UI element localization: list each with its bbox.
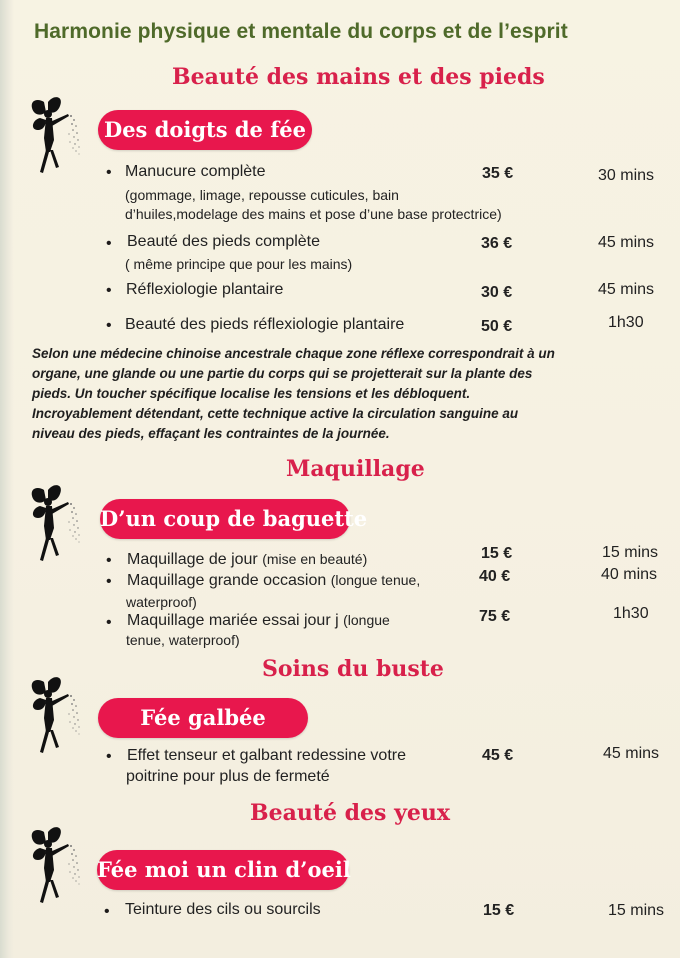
- item-detail: poitrine pour plus de fermeté: [126, 768, 330, 785]
- item-label: Maquillage grande occasion (longue tenue,: [127, 572, 421, 589]
- fairy-icon: [26, 92, 82, 182]
- item-price: 50 €: [481, 318, 513, 335]
- item-duration: 15 mins: [602, 544, 659, 561]
- note-line: niveau des pieds, effaçant les contraintes de la journée.: [32, 426, 390, 441]
- bullet: •: [106, 282, 112, 299]
- bullet: •: [106, 164, 112, 181]
- item-detail: ( même principe que pour les mains): [125, 256, 353, 272]
- pill-coup-de-baguette: D’un coup de baguette: [100, 499, 350, 539]
- section-title-bust: Soins du buste: [262, 656, 444, 682]
- item-price: 30 €: [481, 284, 513, 301]
- item-label: Manucure complète: [125, 163, 266, 180]
- item-duration: 15 mins: [608, 902, 665, 919]
- item-detail: tenue, waterproof): [126, 632, 240, 648]
- item-price: 35 €: [482, 165, 514, 182]
- item-label: Beauté des pieds complète: [127, 233, 321, 250]
- item-duration: 1h30: [608, 314, 644, 331]
- page-header: Harmonie physique et mentale du corps et de l’esprit: [34, 20, 568, 43]
- fairy-icon: [26, 672, 82, 762]
- pill-clin-doeil: Fée moi un clin d’oeil: [97, 850, 349, 890]
- section-title-hands-feet: Beauté des mains et des pieds: [172, 64, 545, 90]
- fairy-icon: [26, 480, 82, 570]
- item-duration: 30 mins: [598, 167, 655, 184]
- item-duration: 40 mins: [601, 566, 658, 583]
- item-price: 15 €: [483, 902, 515, 919]
- item-label: Réflexiologie plantaire: [126, 281, 284, 298]
- item-detail: d’huiles,modelage des mains et pose d’une base protectrice): [125, 206, 502, 222]
- item-detail: waterproof): [126, 594, 197, 610]
- bullet: •: [106, 552, 112, 569]
- note-line: organe, une glande ou une partie du corps qui se projetterait sur la plante des: [32, 366, 533, 381]
- bullet: •: [106, 317, 112, 334]
- item-duration: 1h30: [613, 605, 649, 622]
- note-line: Selon une médecine chinoise ancestrale chaque zone réflexe correspondrait à un: [32, 346, 555, 361]
- item-price: 40 €: [479, 568, 511, 585]
- item-duration: 45 mins: [603, 745, 660, 762]
- item-price: 36 €: [481, 235, 513, 252]
- note-line: pieds. Un toucher spécifique localise les tensions et les débloquent.: [32, 386, 471, 401]
- bullet: •: [106, 614, 112, 631]
- fairy-icon: [26, 822, 82, 912]
- pill-fee-galbee: Fée galbée: [98, 698, 308, 738]
- section-title-eyes: Beauté des yeux: [250, 800, 450, 826]
- page-edge-shadow: [0, 0, 14, 958]
- item-price: 15 €: [481, 545, 513, 562]
- item-label: Maquillage mariée essai jour j (longue: [127, 612, 390, 629]
- section-title-makeup: Maquillage: [286, 456, 425, 482]
- item-duration: 45 mins: [598, 281, 655, 298]
- item-detail: (gommage, limage, repousse cuticules, bain: [125, 187, 399, 203]
- bullet: •: [106, 748, 112, 765]
- bullet: •: [104, 903, 110, 920]
- item-label: Beauté des pieds réflexiologie plantaire: [125, 316, 405, 333]
- pill-des-doigts-de-fee: Des doigts de fée: [98, 110, 312, 150]
- item-duration: 45 mins: [598, 234, 655, 251]
- item-label: Maquillage de jour (mise en beauté): [127, 551, 368, 568]
- item-label: Teinture des cils ou sourcils: [125, 901, 321, 918]
- item-price: 75 €: [479, 608, 511, 625]
- bullet: •: [106, 235, 112, 252]
- note-line: Incroyablement détendant, cette technique active la circulation sanguine au: [32, 406, 519, 421]
- item-label: Effet tenseur et galbant redessine votre: [127, 747, 406, 764]
- bullet: •: [106, 573, 112, 590]
- item-price: 45 €: [482, 747, 514, 764]
